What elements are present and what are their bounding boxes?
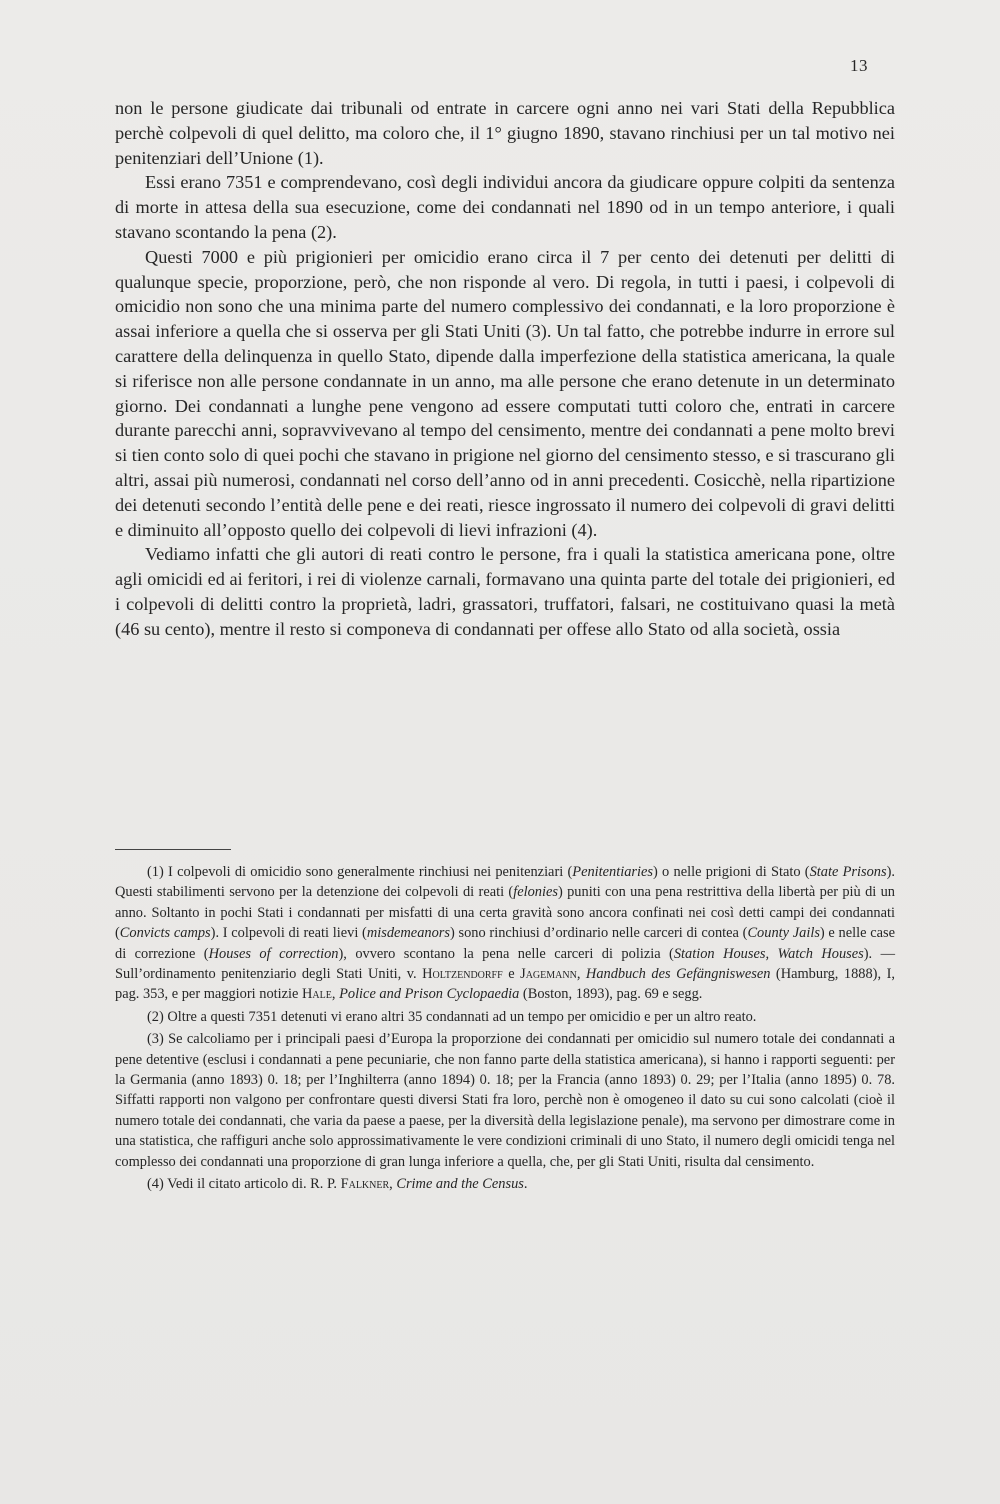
footnote-text: County Jails: [747, 925, 820, 942]
footnote-text: ) sono rinchiusi d’ordinario nelle carceri di contea (: [449, 925, 748, 942]
footnote-text: (Boston, 1893), pag. 69 e segg.: [519, 986, 703, 1003]
footnote-text: Station Houses, Watch Houses: [673, 945, 864, 962]
footnote-text: Holtzendorff: [422, 966, 503, 983]
paragraph-text: non le persone giudicate dai tribunali od entrate in carcere ogni anno nei vari Stati della Repubblica perchè colpevoli di quel delitto, ma coloro che, il 1° giugno 1890, stavano rinchiusi per un tal motivo nei penitenziari dell’Unione (1).: [115, 98, 895, 168]
footnote-text: misdemeanors: [366, 925, 450, 942]
footnote-text: ,: [389, 1176, 397, 1193]
footnote-text: State Prisons: [809, 864, 887, 880]
paragraph-text: Questi 7000 e più prigionieri per omicidio erano circa il 7 per cento dei detenuti per delitti di qualunque specie, proporzione, però, che non risponde al vero. Di regola, in tutti i paesi, i colpevoli di omicidio non sono che una minima parte del numero complessivo dei condannati, e la loro proporzione è assai inferiore a quella che si osserva per gli Stati Uniti (3). Un tal fatto, che potrebbe indurre in errore sul carattere della delinquenza in quello Stato, dipende dalla imperfezione della statistica americana, la quale si riferisce non alle persone condannate in un anno, ma alle persone che erano detenute in un determinato giorno. Dei condannati a lunghe pene vengono ad essere computati tutti coloro che, entrati in carcere durante parecchi anni, sopravvivevano al tempo del censimento, mentre dei condannati a pene molto brevi si tien conto solo di quei pochi che stavano in prigione nel giorno del censimento stesso, e si trascurano gli altri, assai più numerosi, condannati nel corso dell’anno od in anni precedenti. Cosicchè, nella ripartizione dei detenuti secondo l’entità delle pene e dei reati, riesce ingrossato il numero dei colpevoli di gravi delitti e diminuito all’opposto quello dei colpevoli di lievi infrazioni (4).: [115, 246, 895, 540]
footnote-separator: [115, 849, 231, 850]
footnote-text: Jagemann: [520, 966, 577, 983]
footnote-text: Police and Prison Cyclopaedia: [339, 986, 520, 1003]
footnote-3: [115, 1029, 895, 1172]
main-text: [115, 96, 895, 642]
page-number: 13: [850, 56, 868, 75]
footnote-2: [115, 1007, 895, 1027]
footnote-text: Penitentiaries: [572, 864, 654, 880]
footnote-text: ) puniti con una pena restrittiva della libertà per più di un anno. Soltanto in pochi Stati i condannati per misfatti di una certa gravità sono ancora confinati nei così detti campi dei condannati (: [115, 884, 895, 942]
footnote-text: Convicts camps: [119, 925, 211, 942]
paragraph-text: Vediamo infatti che gli autori di reati contro le persone, fra i quali la statistica americana pone, oltre agli omicidi ed ai feritori, i rei di violenze carnali, formavano una quinta parte del totale dei prigionieri, ed i colpevoli di delitti contro la proprietà, ladri, grassatori, truffatori, falsari, ne costituivano quasi la metà (46 su cento), mentre il resto si componeva di condannati per offese allo Stato od alla società, ossia: [115, 544, 895, 639]
footnote-text: ) o nelle prigioni di Stato (: [653, 864, 810, 880]
footnote-1: [115, 862, 895, 1005]
paragraph-1: [115, 96, 895, 170]
paragraph-4: [115, 542, 895, 641]
footnote-text: ). — Sull’ordinamento penitenziario degli Stati Uniti, v.: [115, 945, 895, 983]
footnote-text: e: [502, 966, 521, 983]
paragraph-3: [115, 245, 895, 543]
footnote-text: (3) Se calcoliamo per i principali paesi d’Europa la proporzione dei condannati per omicidio sul numero totale dei condannati a pene detentive (esclusi i condannati a pene pecuniarie, che non fanno parte della statistica americana), si hanno i rapporti seguenti: per la Germania (anno 1893) 0. 18; per l’Inghilterra (anno 1894) 0. 18; per la Francia (anno 1893) 0. 29; per l’Italia (anno 1895) 0. 78. Siffatti rapporti non valgono per confrontare questi diversi Stati fra loro, perchè non è omogeneo il dato su cui sono calcolati (cioè il numero totale dei condannati, che varia da paese a paese, per la diversità della legislazione penale), ma servono per dimostrare come in una statistica, che raffiguri anche solo approssimativamente le vere condizioni criminali di uno Stato, il numero degli omicidi tenga nel complesso dei condannati una proporzione di gran lunga inferiore a quella, che, per gli Stati Uniti, risulta dal censimento.: [115, 1031, 895, 1170]
footnote-text: Hale: [302, 986, 332, 1003]
footnote-text: ), ovvero scontano la pena nelle carceri di polizia (: [338, 945, 674, 962]
footnote-text: felonies: [513, 884, 558, 901]
footnote-text: ,: [576, 966, 586, 983]
footnotes: [115, 862, 895, 1197]
footnote-text: .: [523, 1176, 528, 1193]
footnote-text: ). Questi stabilimenti servono per la detenzione dei colpevoli di reati (: [115, 864, 895, 901]
footnote-4: [115, 1174, 895, 1194]
footnote-text: (4) Vedi il citato articolo di. R. P.: [147, 1176, 341, 1193]
footnote-text: ,: [331, 986, 340, 1003]
footnote-text: ) e nelle case di correzione (: [115, 925, 895, 962]
footnote-text: (2) Oltre a questi 7351 detenuti vi erano altri 35 condannati ad un tempo per omicidio e per un altro reato.: [147, 1008, 757, 1025]
paragraph-2: [115, 170, 895, 244]
footnote-text: Handbuch des Gefängniswesen: [585, 966, 771, 983]
paragraph-text: Essi erano 7351 e comprendevano, così degli individui ancora da giudicare oppure colpiti da sentenza di morte in attesa della sua esecuzione, come dei condannati nel 1890 od in un tempo anteriore, i quali stavano scontando la pena (2).: [115, 172, 895, 242]
footnote-text: ). I colpevoli di reati lievi (: [210, 925, 367, 942]
footnote-text: (Hamburg, 1888), I, pag. 353, e per maggiori notizie: [115, 966, 895, 1003]
footnote-text: Falkner: [340, 1176, 390, 1193]
footnote-text: Crime and the Census: [396, 1176, 524, 1193]
footnote-text: (1) I colpevoli di omicidio sono generalmente rinchiusi nei penitenziari (: [147, 864, 573, 880]
footnote-text: Houses of correction: [208, 945, 339, 962]
